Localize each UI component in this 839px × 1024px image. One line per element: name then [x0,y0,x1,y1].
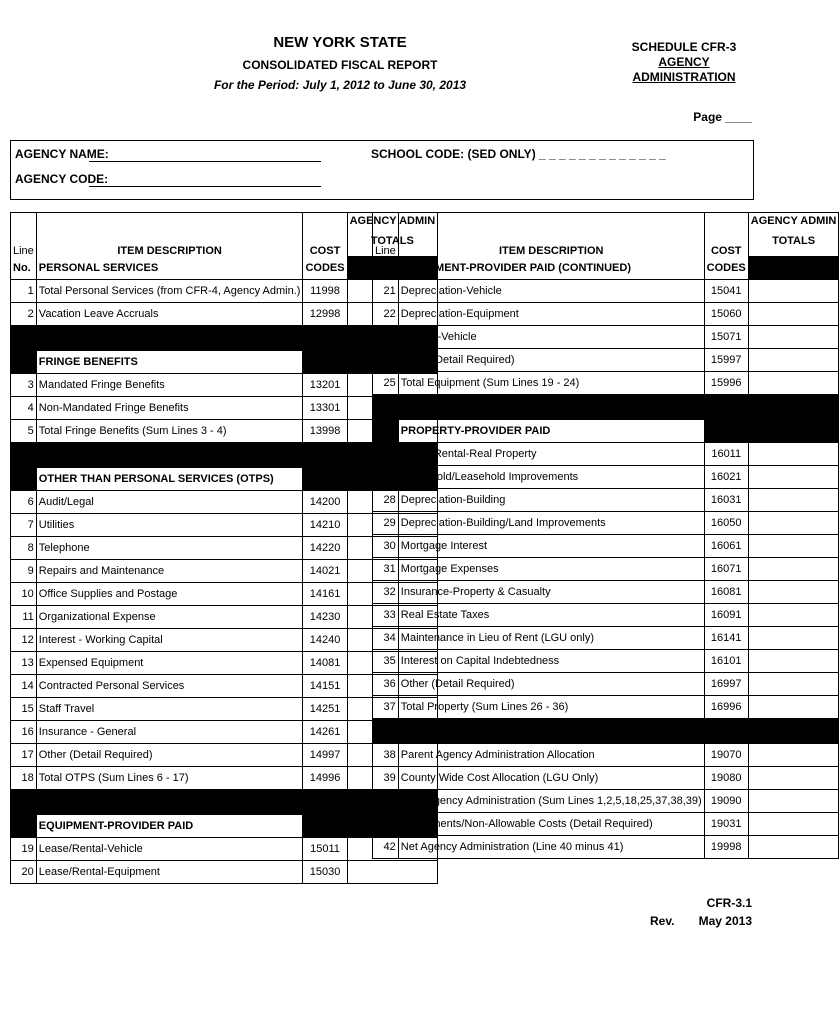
item-description: Mortgage Expenses [398,558,704,581]
line-number: 14 [11,675,37,698]
agency-admin-total-input[interactable] [748,466,839,489]
cost-code: 14210 [303,514,347,537]
cost-code: 14151 [303,675,347,698]
cost-code: 16081 [704,581,748,604]
cost-code: 14161 [303,583,347,606]
line-number: 26 [373,443,399,466]
item-description: Non-Mandated Fringe Benefits [36,397,303,420]
item-description: Repairs and Maintenance [36,560,303,583]
item-description: Interest - Working Capital [36,629,303,652]
table-row [373,650,839,673]
cost-code: 19031 [704,813,748,836]
agency-admin-total-input[interactable] [748,696,839,719]
section-personal-services: PERSONAL SERVICES [36,257,303,280]
line-number: 13 [11,652,37,675]
line-number: 30 [373,535,399,558]
agency-admin-total-input[interactable] [748,535,839,558]
revision-date: May 2013 [698,914,752,928]
agency-admin-total-input[interactable] [748,581,839,604]
desc-col-header: ITEM DESCRIPTION [36,213,303,257]
line-number: 3 [11,374,37,397]
line-number: 35 [373,650,399,673]
agency-admin-total-input[interactable] [748,443,839,466]
table-row [373,443,839,466]
item-description: Telephone [36,537,303,560]
section-equipment: EQUIPMENT-PROVIDER PAID [36,815,303,838]
table-row [373,813,839,836]
item-description: Other (Detail Required) [398,673,704,696]
agency-admin-total-input[interactable] [748,303,839,326]
cost-code: 14230 [303,606,347,629]
table-row [373,466,839,489]
agency-admin-total-input[interactable] [748,558,839,581]
cost-col-header: COST [704,213,748,257]
line-number: 36 [373,673,399,696]
line-number: 21 [373,280,399,303]
agency-admin-total-input[interactable] [748,767,839,790]
section-otps: OTHER THAN PERSONAL SERVICES (OTPS) [36,468,303,491]
cost-code: 14220 [303,537,347,560]
agency-admin-total-input[interactable] [748,673,839,696]
agency-name-label: AGENCY NAME: [15,147,109,161]
agency-admin-total-input[interactable] [748,650,839,673]
section-equipment-continued: EQUIPMENT-PROVIDER PAID (CONTINUED) [398,257,704,280]
cost-code: 13998 [303,420,347,443]
cost-code: 16071 [704,558,748,581]
cost-code: 16141 [704,627,748,650]
agency-admin-total-input[interactable] [748,813,839,836]
line-number: 40 [373,790,399,813]
line-number: 32 [373,581,399,604]
table-row [373,326,839,349]
cost-code: 16050 [704,512,748,535]
line-number: 38 [373,744,399,767]
blackout-bar [373,719,839,744]
item-description: Expensed Equipment [36,652,303,675]
agency-info-box [10,140,754,200]
table-row [373,512,839,535]
report-period: For the Period: July 1, 2012 to June 30, 2013 [213,78,467,92]
schedule-line-1: SCHEDULE CFR-3 [631,40,737,54]
cost-code: 14200 [303,491,347,514]
cost-code: 19998 [704,836,748,859]
item-description: Insurance-Property & Casualty [398,581,704,604]
line-number: 12 [11,629,37,652]
cost-code: 15060 [704,303,748,326]
item-description: Mandated Fringe Benefits [36,374,303,397]
line-number: 31 [373,558,399,581]
line-number: 34 [373,627,399,650]
cost-code: 15030 [303,861,347,884]
cost-code: 19080 [704,767,748,790]
line-number: 5 [11,420,37,443]
header-blackout [748,257,839,280]
agency-admin-total-input[interactable] [748,790,839,813]
cost-code: 16021 [704,466,748,489]
line-number: 28 [373,489,399,512]
line-number: 17 [11,744,37,767]
line-number: 11 [11,606,37,629]
line-number: 19 [11,838,37,861]
line-number: 4 [11,397,37,420]
agency-admin-label: AGENCY ADMIN [750,215,837,227]
agency-admin-total-input[interactable] [748,512,839,535]
item-description: Insurance - General [36,721,303,744]
agency-admin-total-input[interactable] [748,349,839,372]
line-col-header: Line [373,213,399,257]
item-description: Office Supplies and Postage [36,583,303,606]
item-description: Interest on Capital Indebtedness [398,650,704,673]
schedule-title [624,40,744,85]
line-number: 33 [373,604,399,627]
rows-property [373,443,839,719]
line-number: 9 [11,560,37,583]
item-description: Depreciation-Equipment [398,303,704,326]
item-description: County Wide Cost Allocation (LGU Only) [398,767,704,790]
agency-admin-total-input[interactable] [748,836,839,859]
table-row [373,673,839,696]
table-row [373,767,839,790]
cost-code: 14261 [303,721,347,744]
cost-code: 15041 [704,280,748,303]
cost-code: 14081 [303,652,347,675]
totals-label: TOTALS [772,235,816,247]
line-number: 16 [11,721,37,744]
line-col-header: Line [11,213,37,257]
line-number: 8 [11,537,37,560]
cost-code: 14240 [303,629,347,652]
table-row [373,790,839,813]
item-description: Depreciation-Building [398,489,704,512]
page-number-field[interactable]: Page ____ [693,110,752,124]
agency-admin-total-input[interactable] [748,744,839,767]
cost-code: 16101 [704,650,748,673]
item-description: Other (Detail Required) [36,744,303,767]
table-row [373,604,839,627]
item-description: Vacation Leave Accruals [36,303,303,326]
line-number: 37 [373,696,399,719]
cost-code: 14997 [303,744,347,767]
line-number: 41 [373,813,399,836]
line-number: 18 [11,767,37,790]
table-row [373,744,839,767]
table-row [373,303,839,326]
item-description: Total Property (Sum Lines 26 - 36) [398,696,704,719]
item-description: Total Personal Services (from CFR-4, Agency Admin.) [36,280,303,303]
cost-code: 14996 [303,767,347,790]
item-description: Depreciation-Vehicle [398,280,704,303]
desc-col-header: ITEM DESCRIPTION [398,213,704,257]
cost-code: 15997 [704,349,748,372]
line-number: 24 [373,349,399,372]
cost-col-header: COST [303,213,347,257]
cost-code: 13301 [303,397,347,420]
table-row [373,280,839,303]
agency-admin-total-input[interactable] [748,326,839,349]
item-description: Total Fringe Benefits (Sum Lines 3 - 4) [36,420,303,443]
agency-admin-total-input[interactable] [748,604,839,627]
no-col-header: No. [373,257,399,280]
item-description: Interest-Vehicle [398,326,704,349]
agency-admin-total-input[interactable] [748,489,839,512]
agency-admin-total-input[interactable] [748,372,839,395]
item-description: Real Estate Taxes [398,604,704,627]
item-description: Audit/Legal [36,491,303,514]
section-fringe-benefits: FRINGE BENEFITS [36,351,303,374]
revision-label: Rev. [650,914,675,928]
table-row [373,535,839,558]
item-description: Net Agency Administration (Line 40 minus 41) [398,836,704,859]
item-description: Lease/Rental-Real Property [398,443,704,466]
cost-code: 16011 [704,443,748,466]
agency-code-label: AGENCY CODE: [15,172,109,186]
rows-equipment-continued [373,280,839,395]
school-code-label: SCHOOL CODE: (SED ONLY) _ _ _ _ _ _ _ _ _ _ _ _ _ [371,147,666,161]
line-number: 29 [373,512,399,535]
item-description: Mortgage Interest [398,535,704,558]
cost-code: 19090 [704,790,748,813]
line-number: 20 [11,861,37,884]
cost-code: 16091 [704,604,748,627]
item-description: Other (Detail Required) [398,349,704,372]
cost-code: 15011 [303,838,347,861]
cost-code: 14251 [303,698,347,721]
table-row [373,489,839,512]
cost-code: 16061 [704,535,748,558]
report-state-title: NEW YORK STATE [273,34,407,51]
line-number: 7 [11,514,37,537]
line-number: 42 [373,836,399,859]
item-description: Lease/Rental-Vehicle [36,838,303,861]
table-row [373,696,839,719]
schedule-line-2: AGENCY [658,55,710,69]
item-description: Leasehold/Leasehold Improvements [398,466,704,489]
cost-code: 16031 [704,489,748,512]
form-number: CFR-3.1 [706,896,752,910]
item-description: Organizational Expense [36,606,303,629]
line-number: 22 [373,303,399,326]
line-number: 1 [11,280,37,303]
rows-final [373,744,839,859]
table-row [373,349,839,372]
item-description: Lease/Rental-Equipment [36,861,303,884]
agency-name-field[interactable] [89,147,321,162]
table-row [373,581,839,604]
item-description: Contracted Personal Services [36,675,303,698]
cost-code: 11998 [303,280,347,303]
item-description: Total Agency Administration (Sum Lines 1,2,5,18,25,37,38,39) [398,790,704,813]
line-number: 6 [11,491,37,514]
item-description: Total OTPS (Sum Lines 6 - 17) [36,767,303,790]
report-title: CONSOLIDATED FISCAL REPORT [242,58,438,72]
agency-admin-label: AGENCY ADMIN [349,215,436,227]
blackout-cell [11,468,37,491]
cost-code: 12998 [303,303,347,326]
cost-code: 15071 [704,326,748,349]
item-description: Staff Travel [36,698,303,721]
blackout-cell [704,420,839,443]
agency-admin-total-input[interactable] [347,861,438,884]
cost-code: 14021 [303,560,347,583]
blackout-cell [11,351,37,374]
line-number: 39 [373,767,399,790]
table-row [11,861,438,884]
blackout-cell [11,815,37,838]
line-number: 10 [11,583,37,606]
cost-code: 16997 [704,673,748,696]
table-row [373,836,839,859]
item-description: Parent Agency Administration Allocation [398,744,704,767]
agency-admin-total-input[interactable] [748,627,839,650]
line-number: 25 [373,372,399,395]
table-row [373,558,839,581]
section-property: PROPERTY-PROVIDER PAID [398,420,704,443]
right-line-items-table [372,212,839,859]
blackout-bar [373,395,839,420]
item-description: Adjustments/Non-Allowable Costs (Detail Required) [398,813,704,836]
cost-code: 13201 [303,374,347,397]
line-number: 2 [11,303,37,326]
cost-code: 16996 [704,696,748,719]
no-col-header: No. [11,257,37,280]
cost-code: 19070 [704,744,748,767]
blackout-cell [373,420,399,443]
item-description: Depreciation-Building/Land Improvements [398,512,704,535]
cost-code: 15996 [704,372,748,395]
item-description: Maintenance in Lieu of Rent (LGU only) [398,627,704,650]
schedule-line-3: ADMINISTRATION [632,70,736,84]
line-number: 15 [11,698,37,721]
line-number: 23 [373,326,399,349]
item-description: Total Equipment (Sum Lines 19 - 24) [398,372,704,395]
table-row [373,627,839,650]
item-description: Utilities [36,514,303,537]
codes-col-header: CODES [303,257,347,280]
table-row [373,372,839,395]
agency-admin-total-input[interactable] [748,280,839,303]
agency-code-field[interactable] [89,172,321,187]
codes-col-header: CODES [704,257,748,280]
agency-admin-col-header [748,213,839,257]
line-number: 27 [373,466,399,489]
totals-label: TOTALS [370,235,414,247]
